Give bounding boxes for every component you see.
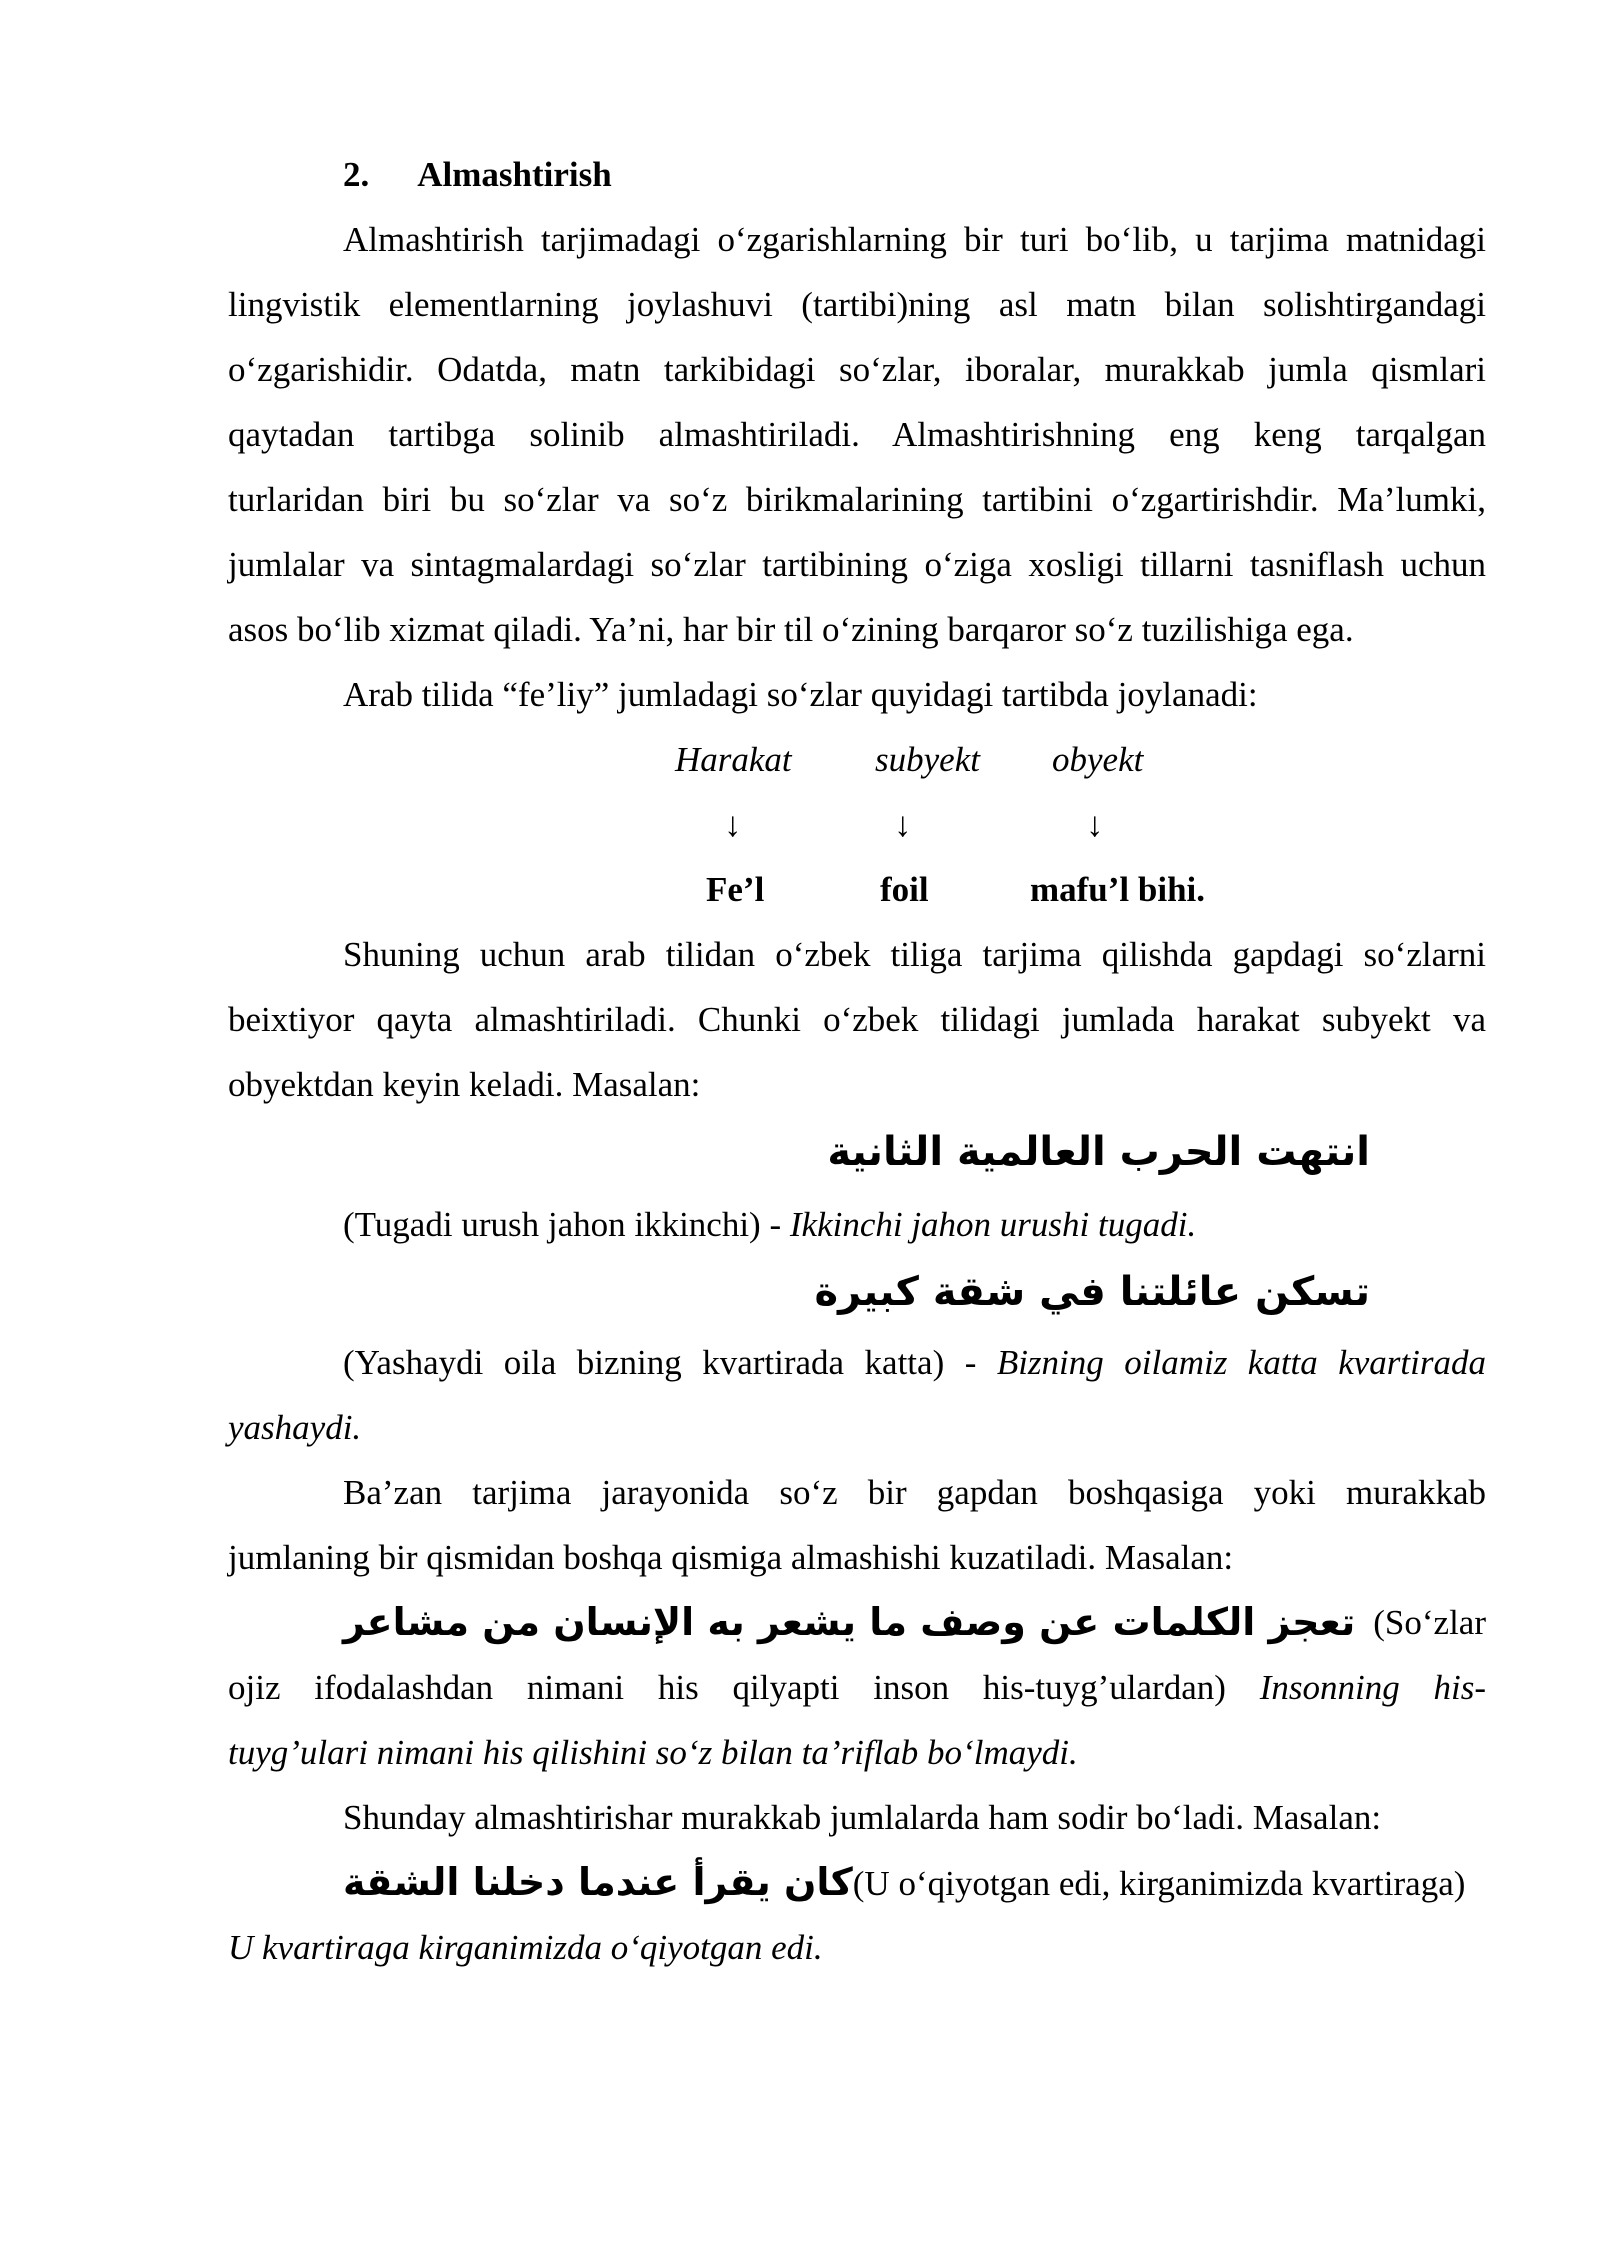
paragraph-line: jumlaning bir qismidan boshqa qismiga almashishi kuzatiladi. Masalan: xyxy=(228,1538,1234,1577)
section-title: Almashtirish xyxy=(417,155,612,194)
section-heading xyxy=(343,142,943,207)
uzbek-translation: yashaydi. xyxy=(228,1408,362,1447)
paragraph-line: Shuning uchun arab tilidan o‘zbek tiliga tarjima qilishda gapdagi so‘zlarni xyxy=(343,935,1486,974)
section-number: 2. xyxy=(343,155,370,194)
literal-translation: (So‘zlar xyxy=(1373,1603,1486,1642)
paragraph-line: asos bo‘lib xizmat qiladi. Ya’ni, har bir til o‘zining barqaror so‘z tuzilishiga ega. xyxy=(228,610,1354,649)
paragraph-line: qaytadan tartibga solinib almashtiriladi. Almashtirishning eng keng tarqalgan xyxy=(228,415,1486,454)
paragraph-line: obyektdan keyin keladi. Masalan: xyxy=(228,1065,701,1104)
paragraph-line: beixtiyor qayta almashtiriladi. Chunki o‘zbek tilidagi jumlada harakat subyekt va xyxy=(228,1000,1486,1039)
literal-translation: ojiz ifodalashdan nimani his qilyapti inson his-tuyg’ulardan) xyxy=(228,1668,1226,1707)
paragraph-line: lingvistik elementlarning joylashuvi (tartibi)ning asl matn bilan solishtirgandagi xyxy=(228,285,1486,324)
paragraph-line: Arab tilida “fe’liy” jumladagi so‘zlar quyidagi tartibda joylanadi: xyxy=(343,675,1258,714)
scheme-term-fel: Fe’l xyxy=(706,870,765,909)
arabic-example: انتهت الحرب العالمية الثانية xyxy=(827,1129,1370,1175)
scheme-label-obyekt: obyekt xyxy=(1052,740,1144,779)
scheme-label-subyekt: subyekt xyxy=(875,740,980,779)
example-translation-line xyxy=(343,1330,1486,1395)
scheme-term-maful-bihi: mafu’l bihi. xyxy=(1030,870,1206,909)
arabic-example: تسكن عائلتنا في شقة كبيرة xyxy=(814,1269,1370,1315)
paragraph-line: Ba’zan tarjima jarayonida so‘z bir gapdan boshqasiga yoki murakkab xyxy=(343,1473,1486,1512)
paragraph-line: o‘zgarishidir. Odatda, matn tarkibidagi so‘zlar, iboralar, murakkab jumla qismlari xyxy=(228,350,1486,389)
literal-translation: (Tugadi urush jahon ikkinchi) - xyxy=(343,1205,790,1244)
uzbek-translation: Ikkinchi jahon urushi tugadi. xyxy=(789,1205,1197,1244)
literal-translation: (Yashaydi oila bizning kvartirada katta) - xyxy=(343,1343,997,1382)
down-arrow-icon: ↓ xyxy=(894,805,912,844)
uzbek-translation: U kvartiraga kirganimizda o‘qiyotgan edi. xyxy=(228,1928,823,1967)
example-translation-line xyxy=(343,1192,1486,1257)
scheme-label-harakat: Harakat xyxy=(675,740,792,779)
paragraph-line: jumlalar va sintagmalardagi so‘zlar tartibining o‘ziga xosligi tillarni tasniflash uchun xyxy=(228,545,1486,584)
literal-translation: (U o‘qiyotgan edi, kirganimizda kvartiraga) xyxy=(852,1864,1466,1903)
paragraph-line: Shunday almashtirishar murakkab jumlalarda ham sodir bo‘ladi. Masalan: xyxy=(343,1798,1382,1837)
example-translation-line xyxy=(343,1590,1486,1655)
example-translation-line xyxy=(343,1850,1486,1915)
uzbek-translation: Insonning his- xyxy=(1259,1668,1486,1707)
arabic-example: كان يقرأ عندما دخلنا الشقة xyxy=(343,1860,853,1904)
paragraph-line: Almashtirish tarjimadagi o‘zgarishlarning bir turi bo‘lib, u tarjima matnidagi xyxy=(343,220,1486,259)
paragraph-line: turlaridan biri bu so‘zlar va so‘z birikmalarining tartibini o‘zgartirishdir. Ma’lumki, xyxy=(228,480,1486,519)
down-arrow-icon: ↓ xyxy=(1086,805,1104,844)
example-translation-line xyxy=(228,1655,1486,1720)
uzbek-translation: tuyg’ulari nimani his qilishini so‘z bilan ta’riflab bo‘lmaydi. xyxy=(228,1733,1078,1772)
arabic-example: تعجز الكلمات عن وصف ما يشعر به الإنسان من مشاعر xyxy=(343,1600,1356,1644)
scheme-term-foil: foil xyxy=(880,870,929,909)
uzbek-translation: Bizning oilamiz katta kvartirada xyxy=(996,1343,1486,1382)
down-arrow-icon: ↓ xyxy=(724,805,742,844)
